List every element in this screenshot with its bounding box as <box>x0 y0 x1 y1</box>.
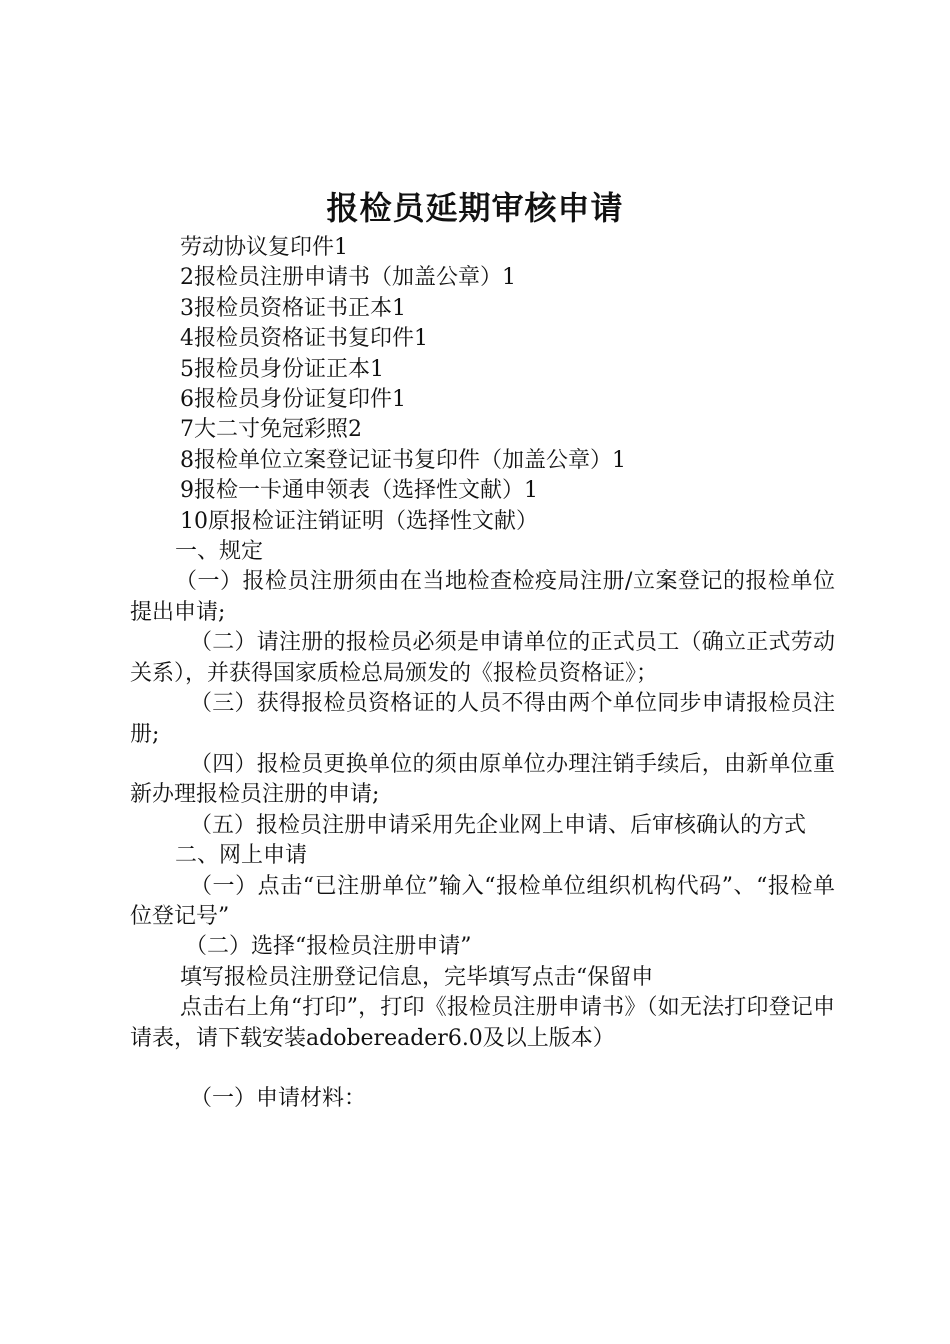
requirement-item: （四）报检员更换单位的须由原单位办理注销手续后，由新单位重新办理报检员注册的申请; <box>130 751 835 808</box>
material-item: 2报检员注册申请书（加盖公章）1 <box>180 265 516 291</box>
material-item: 10原报检证注销证明（选择性文献） <box>180 508 538 534</box>
online-step: （一）点击“已注册单位”输入“报检单位组织机构代码”、“报检单位登记号” <box>130 873 835 929</box>
online-step: 填写报检员注册登记信息，完毕填写点击“保留申 <box>180 964 654 990</box>
material-item: 9报检一卡通申领表（选择性文献）1 <box>180 478 538 504</box>
material-item: 劳动协议复印件1 <box>180 235 348 260</box>
page-title: 报检员延期审核申请 <box>326 189 624 227</box>
requirement-item: （二）请注册的报检员必须是申请单位的正式员工（确立正式劳动关系），并获得国家质检总局颁发的《报检员资格证》； <box>130 630 835 686</box>
online-step: （二）选择“报检员注册申请” <box>185 934 472 960</box>
requirement-item: （一）报检员注册须由在当地检查检疫局注册/立案登记的报检单位提出申请; <box>130 569 835 625</box>
material-item: 7大二寸免冠彩照2 <box>180 417 362 443</box>
material-item: 8报检单位立案登记证书复印件（加盖公章）1 <box>180 447 626 473</box>
material-item: 3报检员资格证书正本1 <box>180 295 406 321</box>
material-item: 5报检员身份证正本1 <box>180 356 384 382</box>
section-heading-materials: （一）申请材料： <box>190 1085 367 1111</box>
material-item: 6报检员身份证复印件1 <box>180 387 406 413</box>
requirement-item: （三）获得报检员资格证的人员不得由两个单位同步申请报检员注册; <box>130 691 835 747</box>
section-heading-online: 二、网上申请 <box>175 843 308 869</box>
blank-line <box>130 1054 835 1084</box>
online-step: 点击右上角“打印”，打印《报检员注册申请书》（如无法打印登记申请表，请下载安装adobereader6.0及以上版本） <box>130 995 835 1051</box>
requirement-item: （五）报检员注册申请采用先企业网上申请、后审核确认的方式 <box>190 812 807 838</box>
section-heading-requirements: 一、规定 <box>175 539 264 565</box>
document-body <box>130 233 835 1114</box>
material-item: 4报检员资格证书复印件1 <box>180 326 428 352</box>
